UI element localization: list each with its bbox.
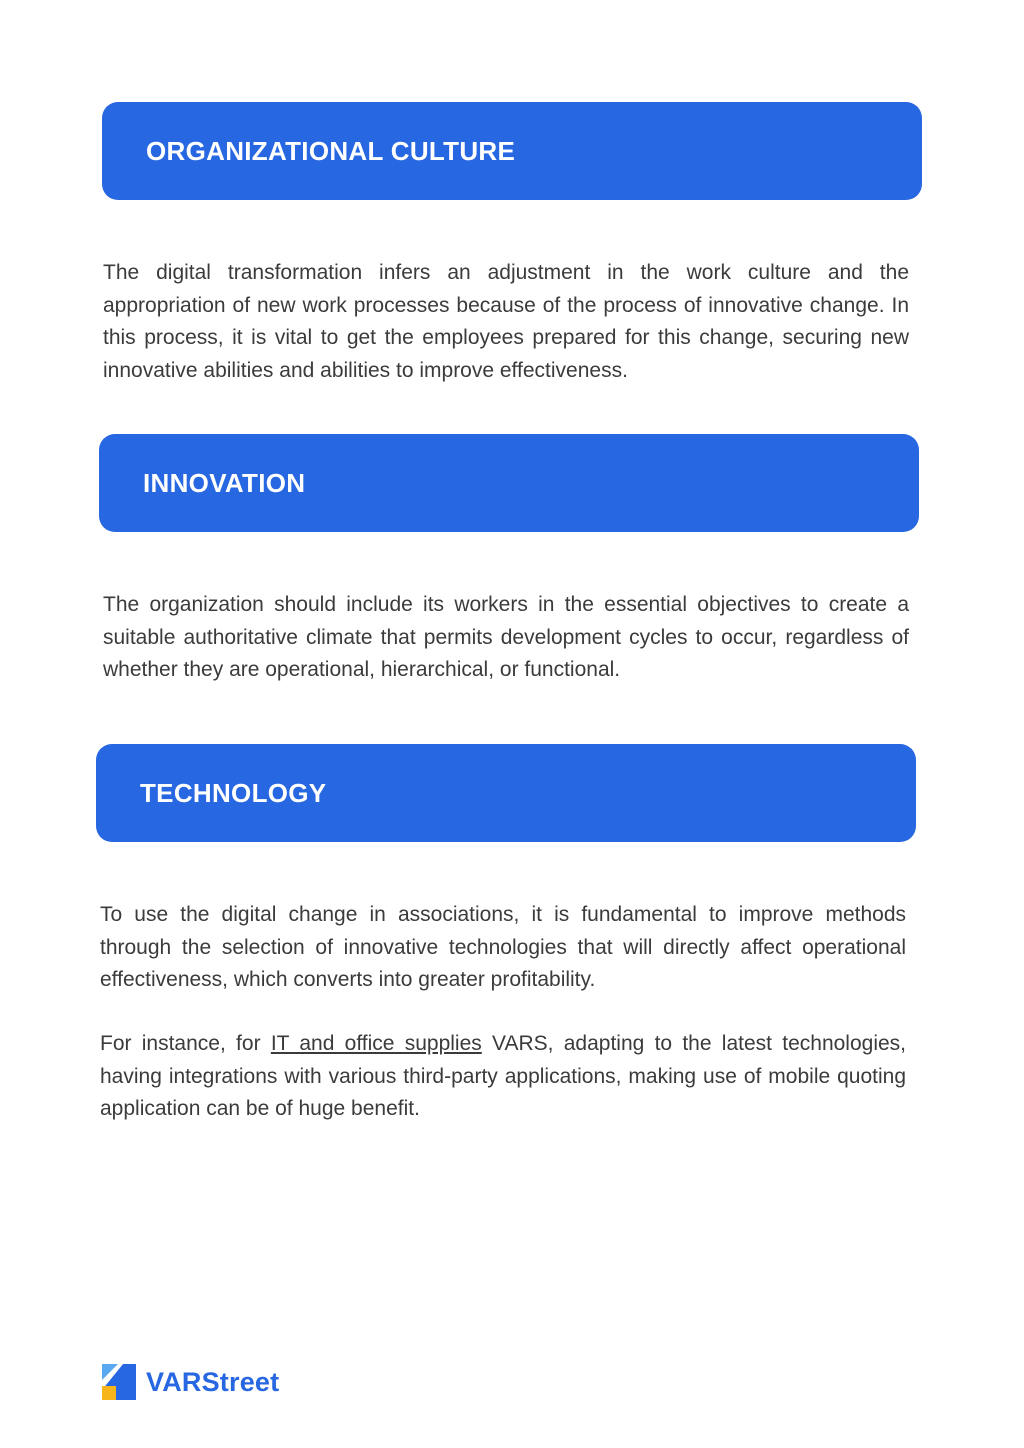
- section-banner-organizational-culture: [102, 102, 922, 200]
- section-body-organizational-culture: The digital transformation infers an adjustment in the work culture and the appropriation of new work processes because of the process of innovative change. In this process, it is vital to get the employees prepared for this change, securing new innovative abilities and abilities to improve effectiveness.: [103, 261, 909, 382]
- technology-example-prefix: For instance, for: [100, 1032, 271, 1055]
- section-body-innovation: The organization should include its workers in the essential objectives to create a suitable authoritative climate that permits development cycles to occur, regardless of whether they are operational, hierarchical, or functional.: [103, 593, 909, 681]
- varstreet-logo: [102, 1364, 279, 1400]
- it-office-supplies-link[interactable]: IT and office supplies: [270, 1032, 482, 1055]
- section-banner-innovation: [99, 434, 919, 532]
- section-title-organizational-culture: ORGANIZATIONAL CULTURE: [146, 135, 516, 166]
- section-banner-technology: [96, 744, 916, 842]
- section-title-innovation: INNOVATION: [143, 467, 306, 498]
- technology-example-suffix: VARS, adapting to the latest technologies, having integrations with various third-party applications, making use of mobile quoting application can be of huge benefit.: [100, 1032, 907, 1120]
- varstreet-logo-icon: [102, 1364, 136, 1400]
- section-body-technology: To use the digital change in associations, it is fundamental to improve methods through the selection of innovative technologies that will directly affect operational effectiveness, which converts into greater profitability.: [100, 903, 906, 991]
- section-title-technology: TECHNOLOGY: [140, 777, 327, 808]
- varstreet-logo-text: VARStreet: [146, 1366, 280, 1397]
- technology-example-paragraph: [100, 1028, 906, 1126]
